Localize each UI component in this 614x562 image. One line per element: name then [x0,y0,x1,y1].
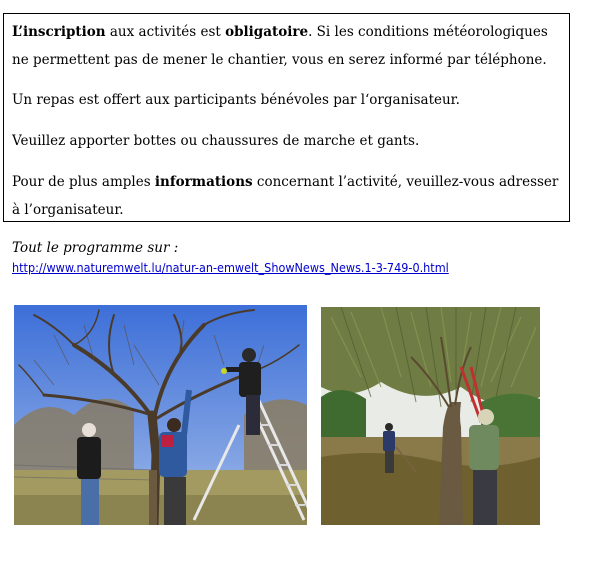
meal-paragraph: Un repas est offert aux participants bénévoles par l‘organisateur. [12,92,460,108]
registration-paragraph [12,18,561,74]
program-link[interactable]: http://www.naturemwelt.lu/natur-an-emwelt_ShowNews_News.1-3-749-0.html [12,260,449,275]
information-bold: informations [154,174,253,190]
equipment-paragraph: Veuillez apporter bottes ou chaussures de marche et gants. [12,133,420,149]
mandatory-bold: obligatoire [225,24,309,40]
program-label: Tout le programme sur : [12,240,179,256]
registration-bold: L’inscription [12,24,106,40]
orchard-pruning-photo [14,305,307,525]
willow-cutting-photo [321,307,540,525]
information-text-2: concernant l’activité, veuillez-vous adresser à l’organisateur. [12,174,559,218]
info-box [3,13,570,222]
registration-text-2: . Si les conditions météorologiques ne permettent pas de mener le chantier, vous en serez informé par téléphone. [12,24,548,68]
information-paragraph [12,168,561,224]
program-section [12,239,449,278]
registration-text-1: aux activités est [105,24,226,40]
information-text-1: Pour de plus amples [12,174,155,190]
